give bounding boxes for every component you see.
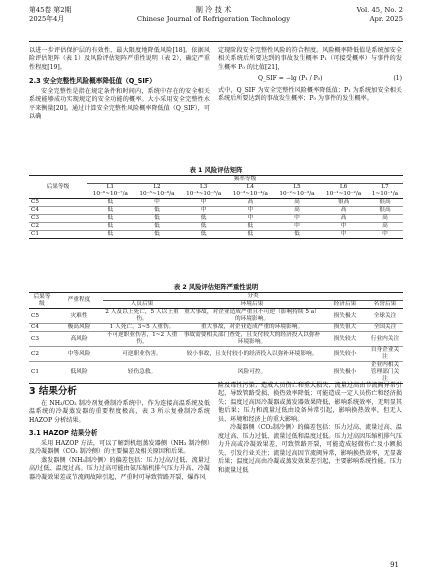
cell: 低 — [154, 231, 160, 237]
formula: Q_SIF = −lg (P₁ / P₀) — [258, 75, 323, 83]
range-l1: 10⁻⁶~10⁻⁷/a — [92, 191, 128, 197]
table-row — [29, 309, 403, 324]
cell: 中 — [247, 215, 254, 221]
cell: 中等风险 — [67, 350, 91, 357]
h-fame: 名誉后果 — [373, 301, 397, 307]
right-column-bottom — [218, 382, 402, 475]
cell: 中 — [200, 207, 207, 213]
col-l1: L1 — [106, 184, 115, 190]
table-row — [29, 207, 403, 215]
range-l3: 10⁻⁴~10⁻⁵/a — [186, 191, 222, 197]
page-header — [0, 6, 427, 40]
cell: 灾难性 — [70, 312, 88, 319]
cell: C4 — [31, 324, 39, 330]
header-right — [357, 6, 403, 23]
cell: 低 — [247, 223, 254, 229]
h-econ: 经济后果 — [333, 301, 357, 307]
cell: 高 — [340, 215, 347, 221]
cell: 低 — [154, 223, 160, 229]
volume-en: Vol. 45, No. 2 — [356, 6, 403, 14]
row-header: 后果等级 — [29, 176, 87, 199]
header-rule — [29, 41, 403, 42]
table-row — [29, 231, 403, 239]
cell: 低 — [107, 223, 114, 229]
cell: 可逆职业伤害。 — [122, 350, 162, 357]
cell: 中 — [340, 231, 347, 237]
table-row — [29, 215, 403, 223]
col-l2: L2 — [153, 184, 161, 190]
cell: 较小事故，且支付较小的经济投入以弥补环境影响。 — [186, 350, 318, 357]
paragraph: 冷凝器侧（CO₂制冷侧）的偏差包括：压力过高、流量过高、温度过高、压力过低、流量过低和温度过低。压力过高因压缩机排气压力升高或冷凝效果差，可致管路开裂，可能造成轻微伤亡及小额损失，引发行业关注；流量过高因节流阀异常，影响换热效率，无显著后果；温度过高由冷凝或蒸发效果差引起，主要影响系统性能。压力和流量过低 — [218, 424, 402, 474]
cell: 全国关注 — [373, 324, 397, 330]
cell: 低 — [294, 231, 300, 237]
table-row — [29, 332, 403, 347]
cell: 中 — [247, 207, 254, 213]
paragraph: 险及毒性污染；造成人员伤亡和重大损失；流量过高由节流阀异常引起，导致管路受损、换热效率降低；可能造成一定人员伤亡和经济损失；温度过高因冷凝器或蒸发器效果降低，影响系统效率，无明显其他后果；压力和流量过低由设备异常引起，影响换热效率，但无人员、环境和经济上的重大影响。 — [218, 382, 402, 423]
cell: 事故需要相关部门查处，且支付较大的经济投入以弥补环境影响。 — [183, 332, 321, 345]
h-people: 人员后果 — [130, 301, 154, 307]
cell: 高 — [294, 207, 300, 213]
table-row — [29, 347, 403, 362]
cell: 低 — [200, 223, 207, 229]
section-3-title: 3 结果分析 — [29, 386, 77, 397]
cell: 中 — [294, 215, 300, 221]
cell: 中 — [340, 223, 347, 229]
cell: 低 — [107, 215, 114, 221]
cell: 低 — [154, 215, 160, 221]
page-number: 91 — [390, 561, 399, 569]
cell: 风险可控。 — [237, 369, 267, 375]
equation-1 — [218, 75, 402, 83]
col-l4: L4 — [246, 184, 254, 190]
table2-title: 表 2 风险评估矩阵严重性说明 — [173, 284, 259, 291]
cell: C3 — [31, 215, 39, 221]
section-heading-2-3: 2.3 安全完整性风险概率降低值（Q_SIF） — [29, 77, 156, 86]
cell: 高 — [382, 223, 388, 229]
cell: 轻伤急救。 — [127, 369, 157, 375]
right-column-top — [218, 47, 402, 104]
h-degree: 严重程度 — [55, 293, 103, 309]
date-cn: 2025年4月 — [29, 14, 65, 23]
volume-cn: 第45卷 第2期 — [29, 6, 72, 14]
journal-en: Chinese Journal of Refrigeration Technology — [136, 14, 291, 23]
cell: 高 — [382, 215, 388, 221]
paragraph: 定现阶段安全完整性风险的符合程度。风险概率降低值是系统加安全相关系统后所要达到的事故发生概率 P₁（可接受概率）与事件的发生概率 P₀ 的比值[21]， — [218, 47, 402, 71]
cell: 不可逆职业伤害，1~2 人重伤。 — [106, 332, 178, 345]
severity-table — [29, 292, 403, 384]
cell: 很高 — [379, 207, 391, 213]
cell: 行业内关注 — [370, 335, 400, 342]
cell: 低 — [200, 231, 207, 237]
range-l2: 10⁻⁵~10⁻⁶/a — [139, 191, 175, 197]
cell: 低 — [200, 215, 207, 221]
cell: 自身企业关注 — [370, 347, 400, 360]
cell: 损失较小 — [333, 350, 357, 357]
table-row — [29, 223, 403, 231]
cell: 高 — [340, 207, 347, 213]
cell: 中 — [294, 223, 300, 229]
cell: 低 — [107, 199, 114, 205]
range-l5: 10⁻²~10⁻³/a — [279, 191, 315, 197]
cell: 低 — [154, 207, 160, 213]
cell: 中 — [382, 231, 388, 237]
left-column-bottom — [29, 400, 210, 482]
cell: 损失较大 — [333, 335, 357, 342]
cell: 低 — [107, 231, 114, 237]
journal-cn: 制 冷 技 术 — [195, 5, 232, 14]
range-l4: 10⁻³~10⁻⁴/a — [232, 191, 268, 197]
paragraph: 蒸发器侧（NH₃制冷侧）的偏差包括：压力过高/过低、流量过高/过低、温度过高。压力过高可能由氨压缩机排气压力升高、冷凝器冷凝效果差或节流阀故障引起，严重时可导致管路开裂、爆炸风 — [29, 456, 210, 481]
cell: C5 — [31, 199, 39, 205]
paragraph: 安全完整性是指在规定条件和时间内，系统中存在的安全相关系统能够成功实现规定的安全功能的概率。大小采用安全完整性水平来衡量[20]。通过计算安全完整性风险概率降低值（Q_SIF），可以确 — [29, 87, 210, 121]
cell: 2 人及以上死亡，5 人以上重伤。 — [105, 309, 179, 322]
paragraph: 以进一步评估保护层的有效性，最大限度地降低风险[18]。依据风险评估矩阵（表 1）及风险评估矩阵严重性说明（表 2），确定严重性程度[19]。 — [29, 47, 210, 71]
table-row — [29, 199, 403, 207]
left-column-top — [29, 47, 210, 122]
cell: 中 — [200, 199, 207, 205]
section-heading-3-1: 3.1 HAZOP 结果分析 — [29, 429, 98, 438]
cell: 低 — [107, 207, 114, 213]
paragraph: 采用 HAZOP 方法，可以了解到机组蒸发器侧（NH₃ 制冷侧）及冷凝器侧（CO₂ 制冷侧）的主要偏差及相关原因和后果。 — [29, 439, 210, 456]
cell: 高 — [294, 199, 300, 205]
cell: 1 人死亡，3~5 人重伤。 — [109, 324, 175, 330]
cell: C5 — [31, 312, 39, 319]
col-l3: L3 — [199, 184, 208, 190]
cell: C3 — [31, 335, 39, 342]
cell: C1 — [31, 231, 39, 237]
cell: C2 — [31, 350, 39, 357]
col-l5: L5 — [293, 184, 301, 190]
cell: 高 — [247, 199, 254, 205]
freq-header: 频率等级 — [87, 176, 403, 184]
cell: 损失很大 — [333, 324, 357, 330]
range-l6: 10⁻¹~10⁻²/a — [326, 191, 362, 197]
cell: 低风险 — [70, 369, 88, 375]
h-level: 后果等级 — [29, 293, 55, 309]
cell: 损失极小 — [333, 369, 357, 375]
table1-title: 表 1 风险评估矩阵 — [189, 167, 243, 174]
table-row — [29, 362, 403, 384]
cell: C2 — [31, 223, 39, 229]
col-l6: L6 — [339, 184, 348, 190]
cell: 企业内相关管理部门关注 — [370, 362, 400, 382]
table-row — [29, 324, 403, 332]
date-en: Apr. 2025 — [369, 14, 403, 23]
cell: C4 — [31, 207, 39, 213]
cell: 很高 — [337, 199, 350, 205]
cell: 全球关注 — [373, 312, 397, 319]
col-l7: L7 — [381, 184, 389, 190]
cell: 低 — [247, 231, 254, 237]
h-env: 环境后果 — [240, 301, 264, 307]
cell: C1 — [31, 369, 39, 375]
cell: 极高风险 — [67, 324, 91, 330]
h-class: 分类 — [103, 293, 403, 301]
cell: 重大事故，对企业造成严重的环境影响。 — [200, 324, 304, 330]
cell: 损失极大 — [333, 312, 357, 319]
cell: 很高 — [379, 199, 391, 205]
cell: 重大事故，对企业造成严重且不可逆（影响持续 5 a）的环境影响。 — [184, 309, 320, 322]
cell: 中 — [154, 199, 160, 205]
paragraph: 在 NH₃/CO₂ 制冷剂复叠制冷系统中，作为连接高温系统及低温系统的冷凝蒸发器的重要程度极高，表 3 所示复叠制冷系统 HAZOP 分析结果。 — [29, 400, 210, 424]
paragraph: 式中，Q_SIF 为安全完整性风险概率降低值；P₁ 为系统加安全相关系统后所要达到的事故发生概率；P₀ 为事件的发生概率。 — [218, 86, 402, 103]
cell: 高风险 — [70, 335, 88, 342]
range-l7: 1~10⁻¹/a — [371, 191, 399, 197]
risk-matrix-table — [29, 175, 403, 239]
formula-number: (1) — [393, 75, 402, 83]
